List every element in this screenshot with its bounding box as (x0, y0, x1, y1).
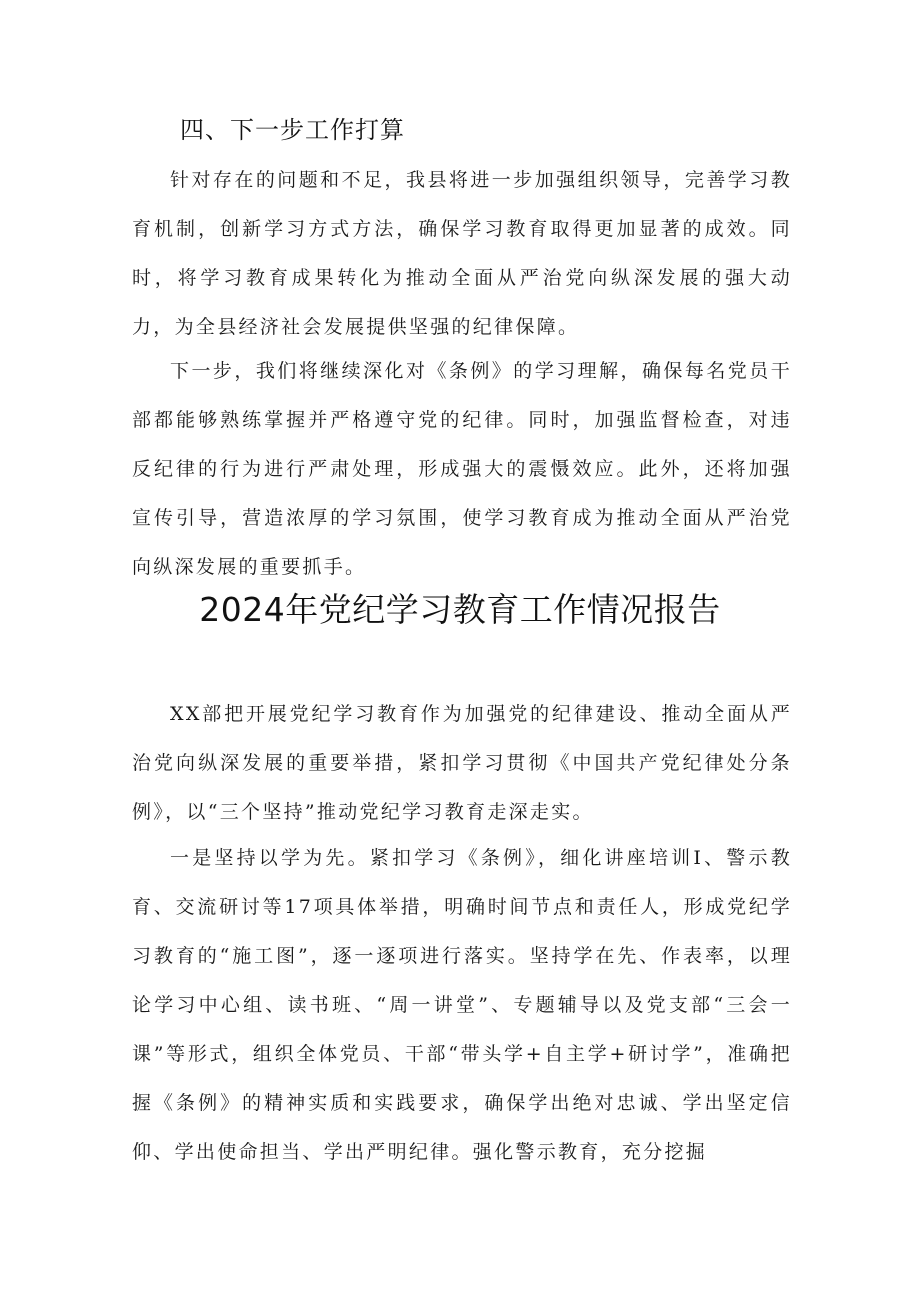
section-paragraph-2: 下一步，我们将继续深化对《条例》的学习理解，确保每名党员干部都能够熟练掌握并严格遵守党的纪律。同时，加强监督检查，对违反纪律的行为进行严肃处理，形成强大的震慑效应。此外，还将加强宣传引导，营造浓厚的学习氛围，使学习教育成为推动全面从严治党向纵深发展的重要抓手。 (132, 360, 792, 578)
report-paragraph-2: 一是坚持以学为先。紧扣学习《条例》，细化讲座培训I、警示教育、交流研讨等17项具体举措，明确时间节点和责任人，形成党纪学习教育的“施工图”，逐一逐项进行落实。坚持学在先、作表率，以理论学习中心组、读书班、“周一讲堂”、专题辅导以及党支部“三会一课”等形式，组织全体党员、干部“带头学+自主学+研讨学”，准确把握《条例》的精神实质和实践要求，确保学出绝对忠诚、学出坚定信仰、学出使命担当、学出严明纪律。强化警示教育，充分挖掘 (132, 847, 792, 1163)
report-paragraph-1: XX部把开展党纪学习教育作为加强党的纪律建设、推动全面从严治党向纵深发展的重要举措，紧扣学习贯彻《中国共产党纪律处分条例》，以“三个坚持”推动党纪学习教育走深走实。 (132, 703, 792, 823)
report-title: 2024年党纪学习教育工作情况报告 (199, 590, 721, 629)
section-heading: 四、下一步工作打算 (180, 116, 405, 144)
section-paragraph-1: 针对存在的问题和不足，我县将进一步加强组织领导，完善学习教育机制，创新学习方式方法，确保学习教育取得更加显著的成效。同时，将学习教育成果转化为推动全面从严治党向纵深发展的强大动力，为全县经济社会发展提供坚强的纪律保障。 (132, 169, 792, 338)
